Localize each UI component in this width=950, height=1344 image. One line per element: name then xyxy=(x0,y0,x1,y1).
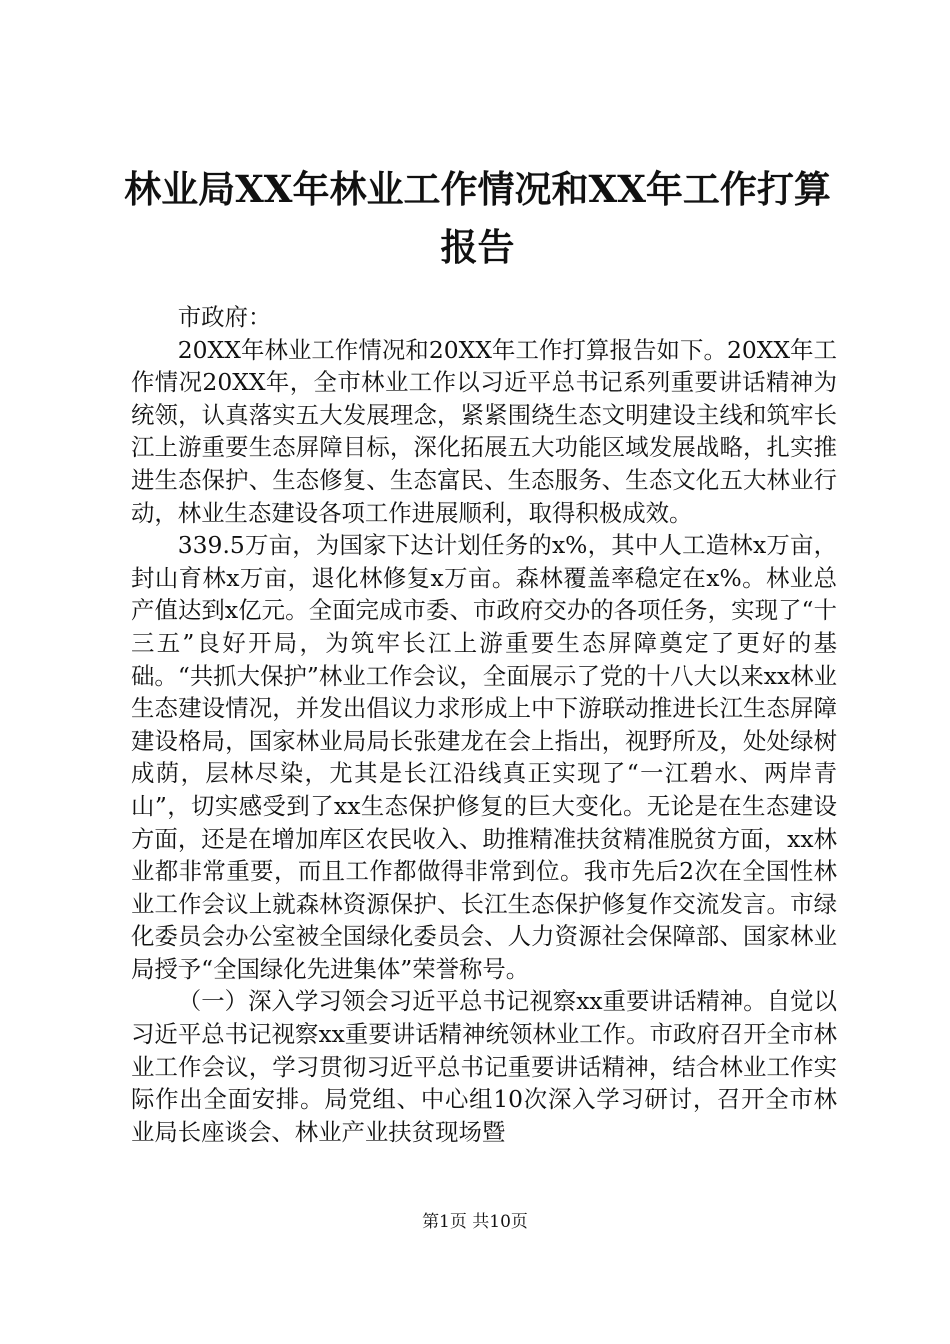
salutation: 市政府： xyxy=(177,303,272,331)
document-body xyxy=(131,301,837,1148)
document-title: 林业局XX年林业工作情况和XX年工作打算报告 xyxy=(124,167,831,269)
paragraph-2: 339.5万亩，为国家下达计划任务的x%，其中人工造林x万亩，封山育林x万亩，退化林修复x万亩。森林覆盖率稳定在x%。林业总产值达到x亿元。全面完成市委、市政府交办的各项任务，实现了“十三五”良好开局，为筑牢长江上游重要生态屏障奠定了更好的基础。“共抓大保护”林业工作会议，全面展示了党的十八大以来xx林业生态建设情况，并发出倡议力求形成上中下游联动推进长江生态屏障建设格局，国家林业局局长张建龙在会上指出，视野所及，处处绿树成荫，层林尽染，尤其是长江沿线真正实现了“一江碧水、两岸青山”，切实感受到了xx生态保护修复的巨大变化。无论是在生态建设方面，还是在增加库区农民收入、助推精准扶贫精准脱贫方面，xx林业都非常重要，而且工作都做得非常到位。我市先后2次在全国性林业工作会议上就森林资源保护、长江生态保护修复作交流发言。市绿化委员会办公室被全国绿化委员会、人力资源社会保障部、国家林业局授予“全国绿化先进集体”荣誉称号。 xyxy=(131,531,837,983)
page-number-footer: 第1页 共10页 xyxy=(422,1212,528,1232)
paragraph-3: （一）深入学习领会习近平总书记视察xx重要讲话精神。自觉以习近平总书记视察xx重要讲话精神统领林业工作。市政府召开全市林业工作会议，学习贯彻习近平总书记重要讲话精神，结合林业工作实际作出全面安排。局党组、中心组10次深入学习研讨，召开全市林业局长座谈会、林业产业扶贫现场暨 xyxy=(131,987,837,1146)
paragraph-1: 20XX年林业工作情况和20XX年工作打算报告如下。20XX年工作情况20XX年，全市林业工作以习近平总书记系列重要讲话精神为统领，认真落实五大发展理念，紧紧围绕生态文明建设主线和筑牢长江上游重要生态屏障目标，深化拓展五大功能区域发展战略，扎实推进生态保护、生态修复、生态富民、生态服务、生态文化五大林业行动，林业生态建设各项工作进展顺利，取得积极成效。 xyxy=(131,335,837,527)
